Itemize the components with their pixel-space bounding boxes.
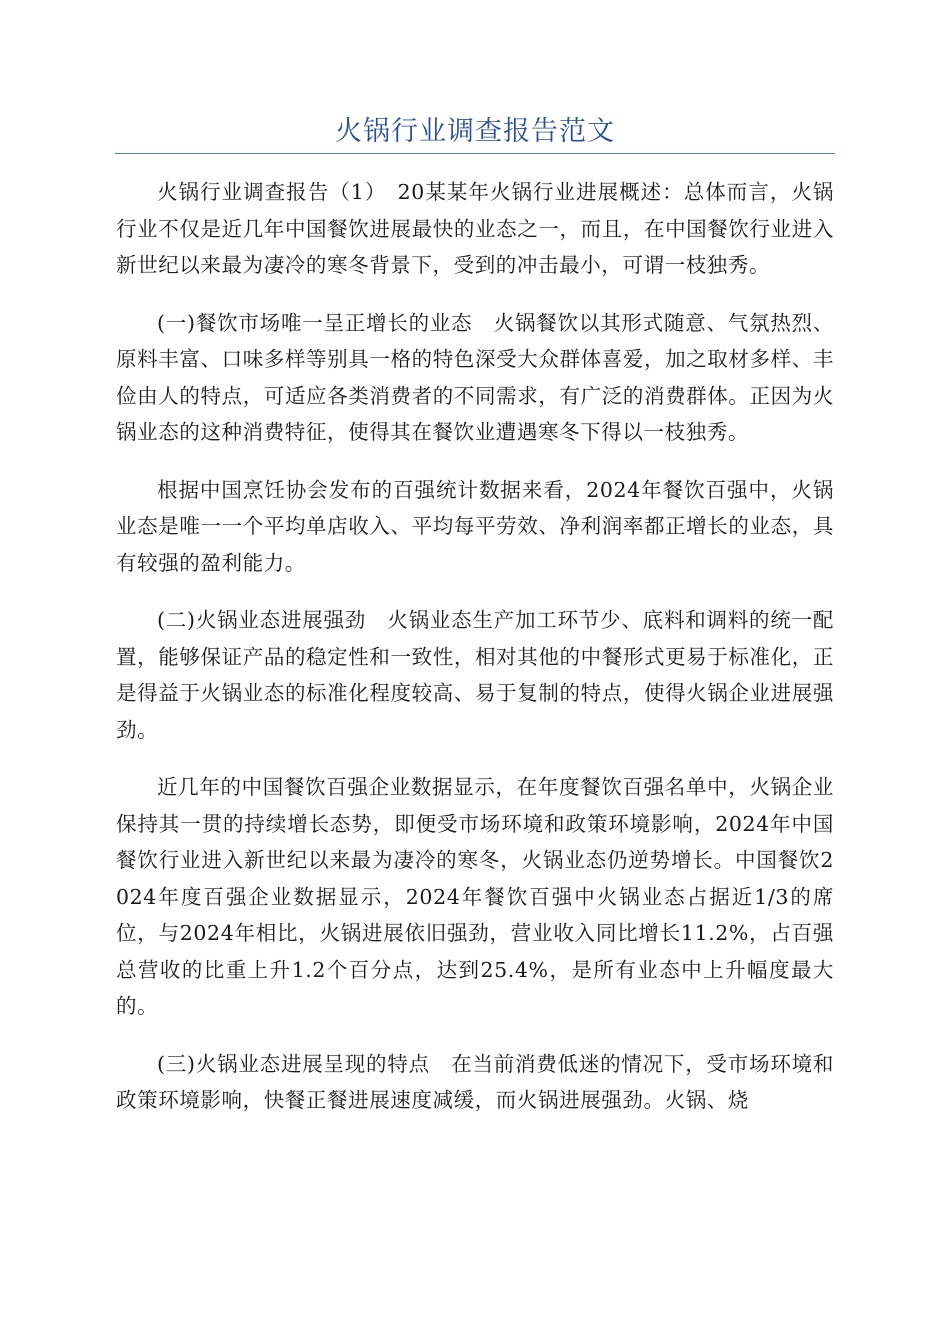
document-body <box>116 174 834 1140</box>
document-title: 火锅行业调查报告范文 <box>335 116 615 147</box>
paragraph-2: (一)餐饮市场唯一呈正增长的业态 火锅餐饮以其形式随意、气氛热烈、原料丰富、口味多样等别具一格的特色深受大众群体喜爱，加之取材多样、丰俭由人的特点，可适应各类消费者的不同需求，有广泛的消费群体。正因为火锅业态的这种消费特征，使得其在餐饮业遭遇寒冬下得以一枝独秀。 <box>116 310 834 444</box>
paragraph-5: 近几年的中国餐饮百强企业数据显示，在年度餐饮百强名单中，火锅企业保持其一贯的持续增长态势，即便受市场环境和政策环境影响，2024年中国餐饮行业进入新世纪以来最为凄冷的寒冬，火锅业态仍逆势增长。中国餐饮2024年度百强企业数据显示，2024年餐饮百强中火锅业态占据近1/3的席位，与2024年相比，火锅进展依旧强劲，营业收入同比增长11.2%，占百强总营收的比重上升1.2个百分点，达到25.4%，是所有业态中上升幅度最大的。 <box>116 775 834 1018</box>
paragraph-6: (三)火锅业态进展呈现的特点 在当前消费低迷的情况下，受市场环境和政策环境影响，快餐正餐进展速度减缓，而火锅进展强劲。火锅、烧 <box>116 1051 834 1112</box>
title-underline <box>115 153 835 154</box>
paragraph-4: (二)火锅业态进展强劲 火锅业态生产加工环节少、底料和调料的统一配置，能够保证产品的稳定性和一致性，相对其他的中餐形式更易于标准化，正是得益于火锅业态的标准化程度较高、易于复制的特点，使得火锅企业进展强劲。 <box>116 608 834 742</box>
paragraph-1: 火锅行业调查报告（1） 20某某年火锅行业进展概述：总体而言，火锅行业不仅是近几年中国餐饮进展最快的业态之一，而且，在中国餐饮行业进入新世纪以来最为凄冷的寒冬背景下，受到的冲击最小，可谓一枝独秀。 <box>116 180 834 277</box>
paragraph-3: 根据中国烹饪协会发布的百强统计数据来看，2024年餐饮百强中，火锅业态是唯一一个平均单店收入、平均每平劳效、净利润率都正增长的业态，具有较强的盈利能力。 <box>116 477 834 575</box>
